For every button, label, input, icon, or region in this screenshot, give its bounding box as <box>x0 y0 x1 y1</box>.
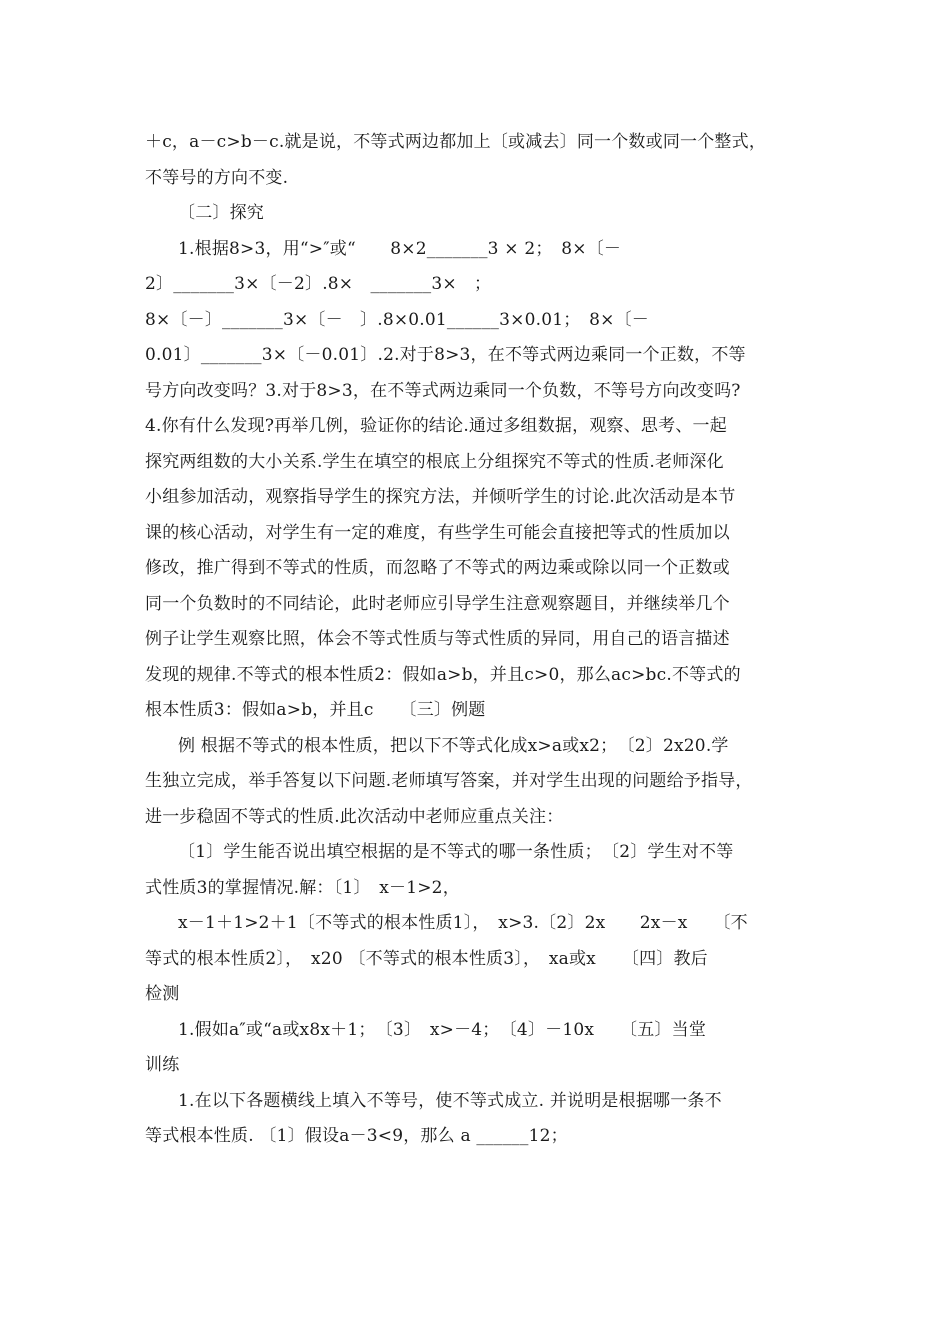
text-line: 小组参加活动，观察指导学生的探究方法，并倾听学生的讨论.此次活动是本节 <box>145 487 736 507</box>
text-line: 探究两组数的大小关系.学生在填空的根底上分组探究不等式的性质.老师深化 <box>145 452 724 472</box>
text-line: 1.假如a″或“a或x8x＋1； 〔3〕 x>－4； 〔4〕－10x 〔五〕当堂 <box>178 1020 707 1040</box>
text-line: x－1＋1>2＋1〔不等式的根本性质1〕， x>3.〔2〕2x 2x－x 〔不 <box>178 913 748 933</box>
text-line: 同一个负数时的不同结论，此时老师应引导学生注意观察题目，并继续举几个 <box>145 594 730 614</box>
text-line: 1.在以下各题横线上填入不等号，使不等式成立. 并说明是根据哪一条不 <box>178 1091 722 1111</box>
text-line: 发现的规律.不等式的根本性质2：假如a>b，并且c>0，那么ac>bc.不等式的 <box>145 665 741 685</box>
text-line: 等式根本性质. 〔1〕假设a－3<9，那么 a ______12； <box>145 1126 568 1146</box>
text-line: 根本性质3：假如a>b，并且c 〔三〕例题 <box>145 700 486 720</box>
text-line: 进一步稳固不等式的性质.此次活动中老师应重点关注： <box>145 807 564 827</box>
text-line: 训练 <box>145 1055 180 1075</box>
text-line: 例子让学生观察比照，体会不等式性质与等式性质的异同，用自己的语言描述 <box>145 629 730 649</box>
text-line: 课的核心活动，对学生有一定的难度，有些学生可能会直接把等式的性质加以 <box>145 523 730 543</box>
text-line: 等式的根本性质2〕， x20 〔不等式的根本性质3〕， xa或x 〔四〕教后 <box>145 949 708 969</box>
text-line: 0.01〕_______3×〔－0.01〕.2.对于8>3，在不等式两边乘同一个正数，不等 <box>145 345 746 365</box>
text-line: 1.根据8>3，用“>″或“ 8×2_______3 × 2； 8×〔－ <box>178 239 622 259</box>
text-line: 生独立完成，举手答复以下问题.老师填写答案，并对学生出现的问题给予指导， <box>145 771 753 791</box>
text-line: 2〕_______3×〔－2〕.8× _______3× ； <box>145 274 492 294</box>
text-line: 号方向改变吗？3.对于8>3，在不等式两边乘同一个负数，不等号方向改变吗? <box>145 381 741 401</box>
text-line: 不等号的方向不变. <box>145 168 289 188</box>
text-line: 4.你有什么发现?再举几例，验证你的结论.通过多组数据，观察、思考、一起 <box>145 416 727 436</box>
text-line: 检测 <box>145 984 180 1004</box>
text-line: 式性质3的掌握情况.解：〔1〕 x－1>2， <box>145 878 460 898</box>
section-heading: 〔二〕探究 <box>178 203 264 223</box>
text-line: 〔1〕学生能否说出填空根据的是不等式的哪一条性质； 〔2〕学生对不等 <box>178 842 734 862</box>
text-line: 例 根据不等式的根本性质，把以下不等式化成x>a或x2； 〔2〕2x20.学 <box>178 736 729 756</box>
text-line: ＋c，a－c>b－c.就是说，不等式两边都加上〔或减去〕同一个数或同一个整式， <box>145 132 767 152</box>
text-line: 修改，推广得到不等式的性质，而忽略了不等式的两边乘或除以同一个正数或 <box>145 558 730 578</box>
text-line: 8×〔－〕_______3×〔－ 〕.8×0.01______3×0.01； 8×〔－ <box>145 310 650 330</box>
